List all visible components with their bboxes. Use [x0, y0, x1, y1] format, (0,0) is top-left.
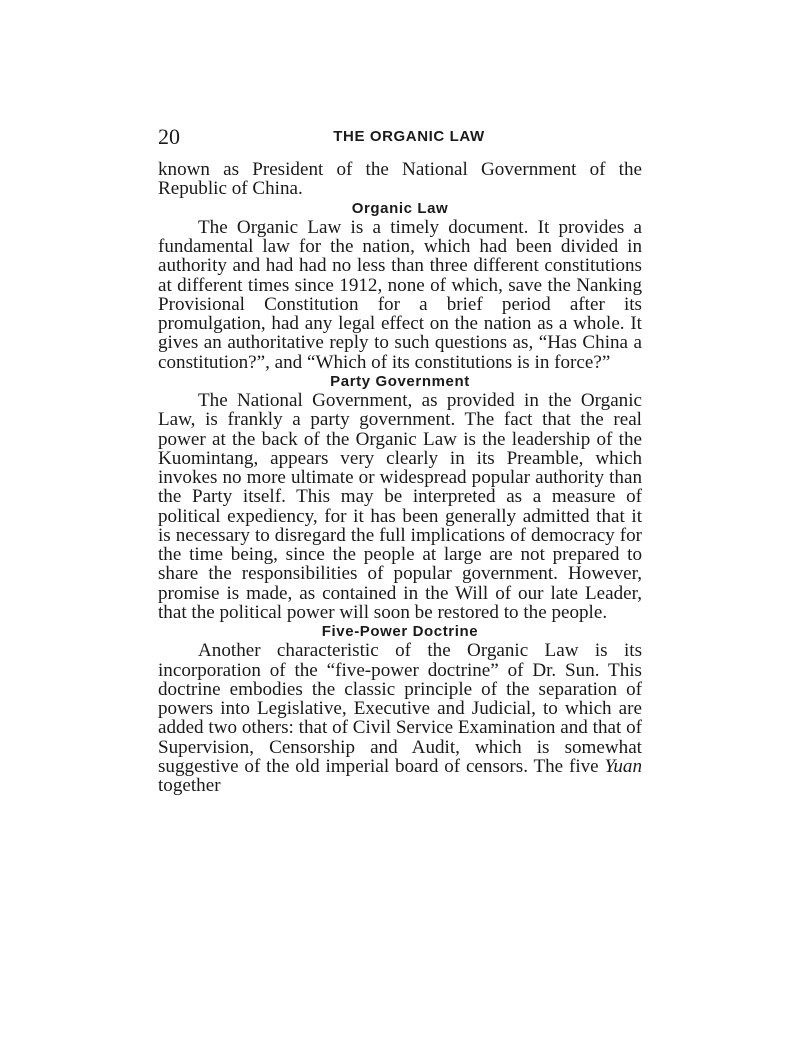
paragraph-text-start: Another characteristic of the Organic Law is its incorporation of the “five-power doctrine” of Dr. Sun. This doctrine embodies the classic principle of the separation of powers into Legislative, Executive and Judicial, to which are added two others: that of Civil Service Examination and that of Supervision, Censorship and Audit, which is somewhat suggestive of the old imperial board of censors. The five: [158, 640, 642, 777]
paragraph-organic-law: The Organic Law is a timely document. It provides a fundamental law for the nation, which had been divided in authority and had had no less than three different constitutions at different times since 1912, none of which, save the Nanking Provisional Constitution for a brief period after its promulgation, had any legal effect on the nation as a whole. It gives an authoritative reply to such questions as, “Has China a constitution?”, and “Which of its constitutions is in force?”: [158, 216, 642, 373]
paragraph-text-end: together: [158, 775, 221, 796]
page-number: 20: [158, 124, 180, 149]
paragraph-party-government: The National Government, as provided in the Organic Law, is frankly a party government. The fact that the real power at the back of the Organic Law is the leadership of the Kuomintang, appears very clearly in its Preamble, which invokes no more ultimate or widespread popular authority than the Party itself. This may be interpreted as a measure of political expediency, for it has been generally admitted that it is necessary to disregard the full implications of democracy for the time being, since the people at large are not prepared to share the responsibilities of popular government. However, promise is made, as contained in the Will of our late Leader, that the political power will soon be restored to the people.: [158, 390, 642, 623]
continuation-paragraph: known as President of the National Government of the Republic of China.: [158, 159, 642, 200]
heading-five-power-doctrine: Five-Power Doctrine: [321, 623, 479, 640]
yuan-term: Yuan: [604, 755, 642, 777]
paragraph-five-power-doctrine: [158, 641, 642, 795]
running-title: THE ORGANIC LAW: [333, 128, 485, 145]
body-text: [158, 160, 642, 795]
heading-organic-law: Organic Law: [351, 199, 449, 217]
heading-party-government: Party Government: [330, 372, 470, 390]
running-head: [158, 122, 642, 152]
